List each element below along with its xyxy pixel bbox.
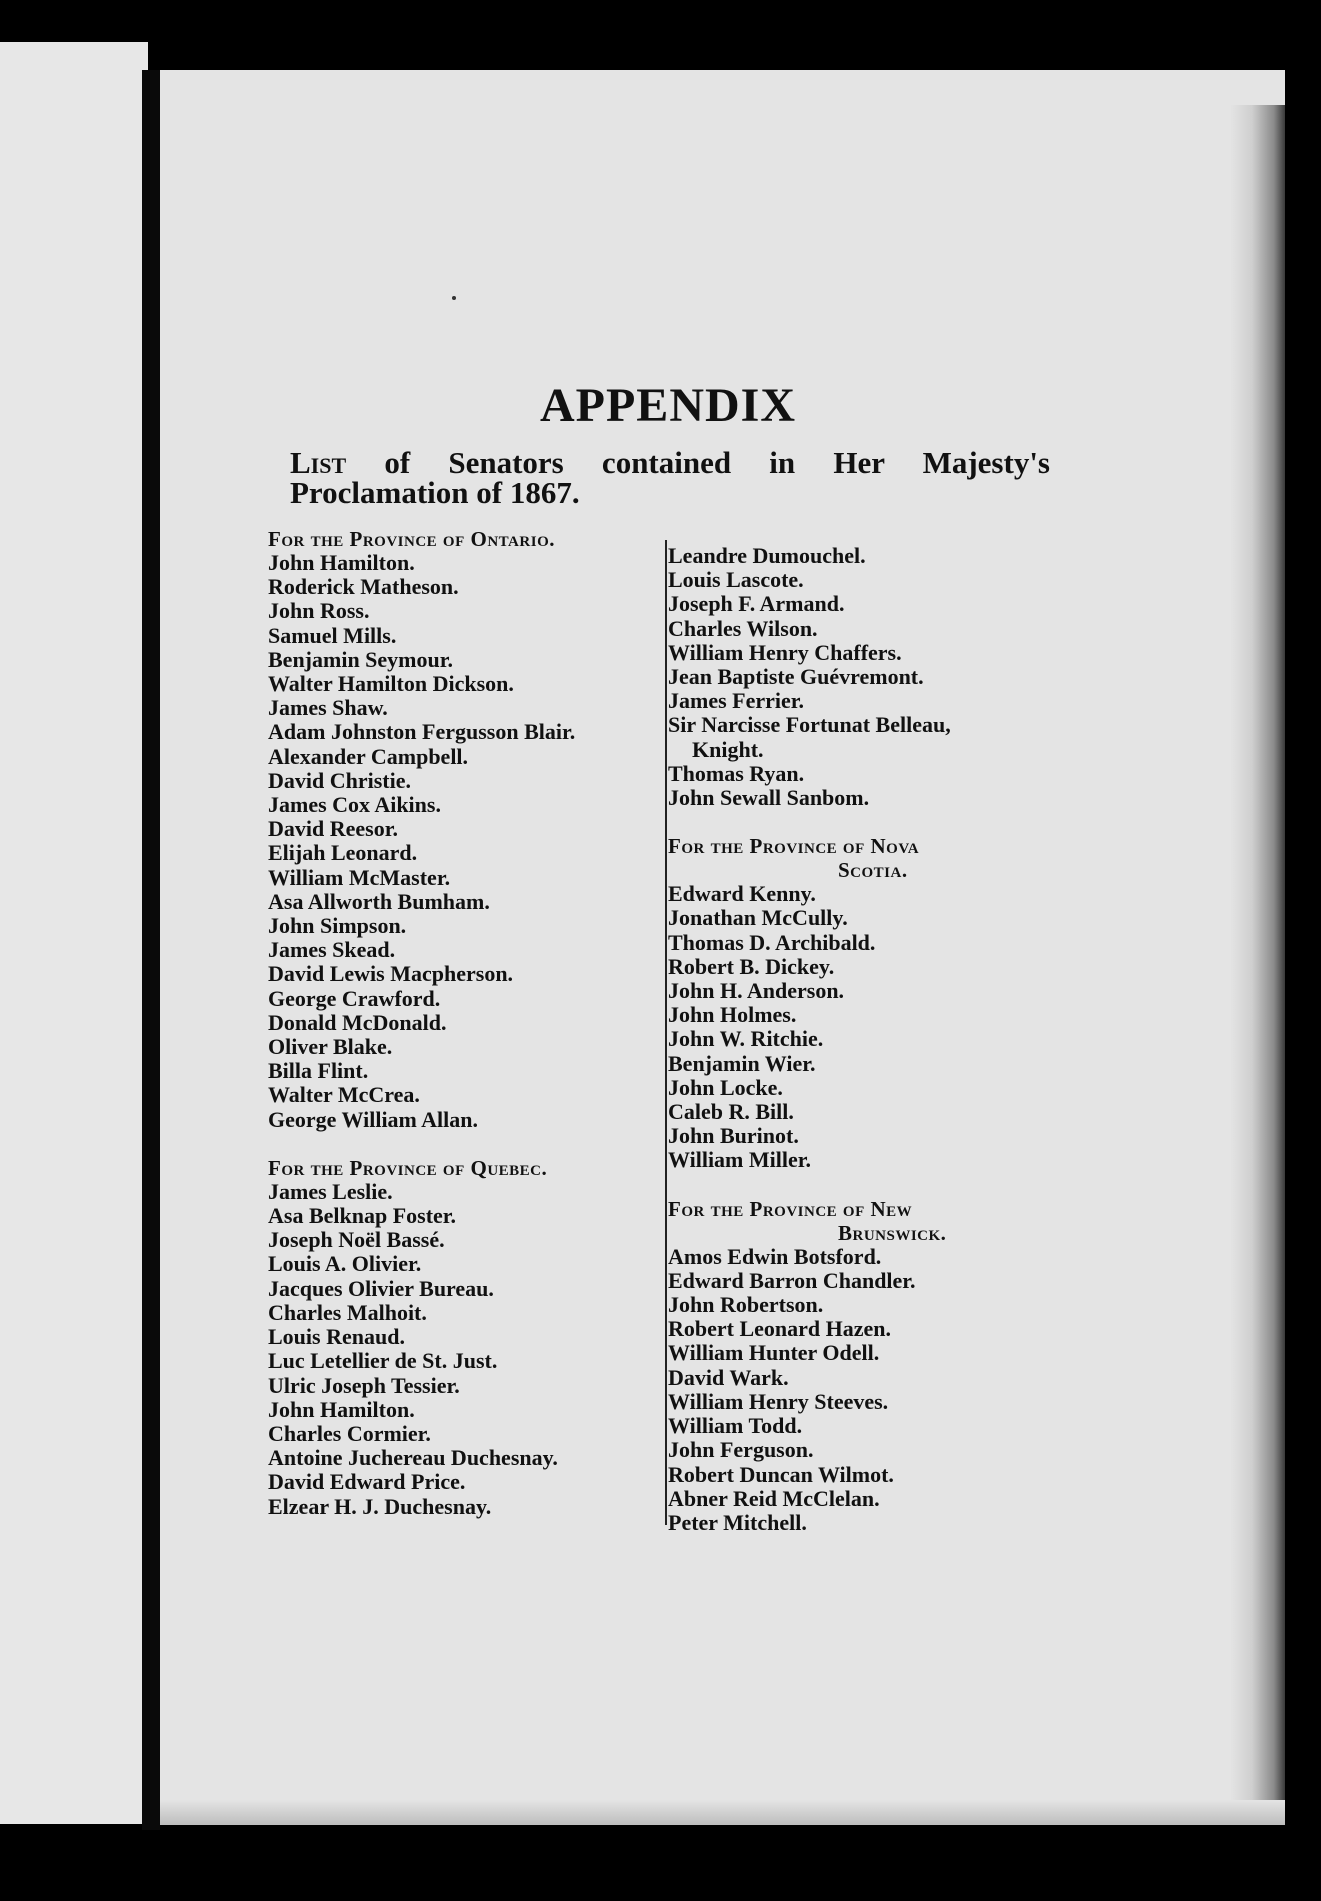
nova-scotia-senator-list (668, 882, 1068, 1172)
senator-name: William Hunter Odell. (668, 1340, 880, 1366)
senator-name: Billa Flint. (268, 1058, 369, 1084)
nova-scotia-heading (668, 834, 1068, 882)
senator-name: Benjamin Seymour. (268, 646, 453, 672)
senator-name: Roderick Matheson. (268, 574, 459, 600)
senator-name: Jonathan McCully. (668, 905, 848, 931)
senator-name: Benjamin Wier. (668, 1050, 816, 1076)
new-brunswick-heading-line2: Brunswick. (838, 1220, 947, 1245)
senator-name: Thomas D. Archibald. (668, 929, 876, 955)
ontario-senator-list (268, 551, 648, 1132)
senator-name: Donald McDonald. (268, 1009, 447, 1035)
senator-name: Adam Johnston Fergusson Blair. (268, 719, 576, 745)
new-brunswick-heading (668, 1197, 1068, 1245)
senator-name: Elzear H. J. Duchesnay. (268, 1493, 492, 1519)
senator-name: Louis A. Olivier. (268, 1251, 422, 1277)
subtitle-lead: List (290, 445, 347, 480)
senator-name: David Wark. (668, 1364, 789, 1390)
senator-name: John W. Ritchie. (668, 1026, 824, 1052)
senator-name: John Burinot. (668, 1123, 799, 1149)
senator-name: Robert Duncan Wilmot. (668, 1461, 894, 1487)
senator-name: Amos Edwin Botsford. (668, 1243, 882, 1269)
quebec-senator-list-continued (668, 544, 1068, 810)
senator-name: George Crawford. (268, 985, 441, 1011)
senator-name: Ulric Joseph Tessier. (268, 1372, 460, 1398)
senator-name: Walter McCrea. (268, 1082, 420, 1108)
adjacent-page (0, 42, 148, 1824)
senator-name: Charles Malhoit. (268, 1299, 427, 1325)
nova-scotia-heading-line1: For the Province of Nova (668, 834, 920, 859)
senator-name: Abner Reid McClelan. (668, 1485, 880, 1511)
senator-name: Robert B. Dickey. (668, 953, 835, 979)
senator-name: Robert Leonard Hazen. (668, 1316, 892, 1342)
senator-name: Jacques Olivier Bureau. (268, 1275, 494, 1301)
senator-name: Luc Letellier de St. Just. (268, 1348, 498, 1374)
senator-name: Louis Lascote. (668, 567, 804, 593)
senator-name: Charles Cormier. (268, 1420, 431, 1446)
senator-name: James Shaw. (268, 695, 388, 721)
senator-name: Samuel Mills. (268, 622, 397, 648)
senator-name: John H. Anderson. (668, 978, 845, 1004)
senator-name: David Lewis Macpherson. (268, 961, 514, 987)
senator-name: John Ross. (268, 598, 370, 624)
senator-name: Alexander Campbell. (268, 743, 469, 769)
page-title: APPENDIX (540, 379, 796, 432)
senator-name: William Todd. (668, 1413, 803, 1439)
senator-name: John Holmes. (668, 1002, 797, 1028)
senator-name: William Henry Steeves. (668, 1388, 889, 1414)
senator-name: William Henry Chaffers. (668, 639, 902, 665)
senator-name: David Christie. (268, 767, 411, 793)
senator-name: Peter Mitchell. (668, 1509, 807, 1535)
senator-name: George William Allan. (268, 1106, 479, 1132)
senator-name: Louis Renaud. (268, 1324, 405, 1350)
senator-name: Edward Kenny. (668, 881, 816, 907)
quebec-senator-list (268, 1180, 648, 1519)
senator-name: John Hamilton. (268, 550, 415, 575)
senator-name: Joseph Noël Bassé. (268, 1227, 445, 1253)
senator-name: John Hamilton. (268, 1396, 415, 1422)
page-subtitle (290, 445, 1050, 510)
page-bottom-shadow (160, 1800, 1285, 1825)
senator-name: Caleb R. Bill. (668, 1099, 794, 1125)
senator-name: James Ferrier. (668, 688, 805, 714)
senator-name: James Cox Aikins. (268, 792, 441, 818)
senator-name: Knight. (692, 736, 764, 762)
right-column (668, 544, 1068, 1535)
senator-name: Joseph F. Armand. (668, 591, 845, 617)
page-edge-shadow (1230, 105, 1285, 1825)
new-brunswick-senator-list (668, 1245, 1068, 1535)
senator-name: John Locke. (668, 1074, 783, 1100)
senator-name: Thomas Ryan. (668, 760, 805, 786)
senator-name: Asa Allworth Bumham. (268, 888, 490, 914)
senator-name: Jean Baptiste Guévremont. (668, 664, 924, 690)
senator-name: Charles Wilson. (668, 615, 818, 641)
senator-name: David Reesor. (268, 816, 398, 842)
senator-name: William Miller. (668, 1147, 811, 1173)
ink-speck (452, 296, 456, 300)
column-divider (665, 540, 667, 1525)
left-column (268, 527, 648, 1519)
senator-name: James Leslie. (268, 1178, 393, 1204)
new-brunswick-heading-line1: For the Province of New (668, 1196, 913, 1221)
senator-name: Oliver Blake. (268, 1034, 393, 1060)
nova-scotia-heading-line2: Scotia. (838, 858, 908, 883)
senator-name: John Simpson. (268, 913, 407, 939)
senator-name: John Sewall Sanbom. (668, 785, 870, 811)
senator-name: William McMaster. (268, 864, 451, 890)
senator-name: Walter Hamilton Dickson. (268, 671, 514, 697)
quebec-heading: For the Province of Quebec. (268, 1155, 548, 1180)
senator-name: David Edward Price. (268, 1469, 466, 1495)
subtitle-rest: of Senators contained in Her Majesty's Proclamation of 1867. (290, 445, 1050, 510)
senator-name: Asa Belknap Foster. (268, 1203, 457, 1229)
senator-name: Leandre Dumouchel. (668, 543, 866, 568)
senator-name: Antoine Juchereau Duchesnay. (268, 1445, 558, 1471)
senator-name: Sir Narcisse Fortunat Belleau, (668, 712, 951, 738)
senator-name: James Skead. (268, 937, 396, 963)
senator-name: John Robertson. (668, 1292, 824, 1318)
senator-name: John Ferguson. (668, 1437, 814, 1463)
ontario-heading: For the Province of Ontario. (268, 527, 555, 551)
senator-name: Edward Barron Chandler. (668, 1267, 916, 1293)
senator-name: Elijah Leonard. (268, 840, 418, 866)
book-spine (142, 70, 160, 1830)
